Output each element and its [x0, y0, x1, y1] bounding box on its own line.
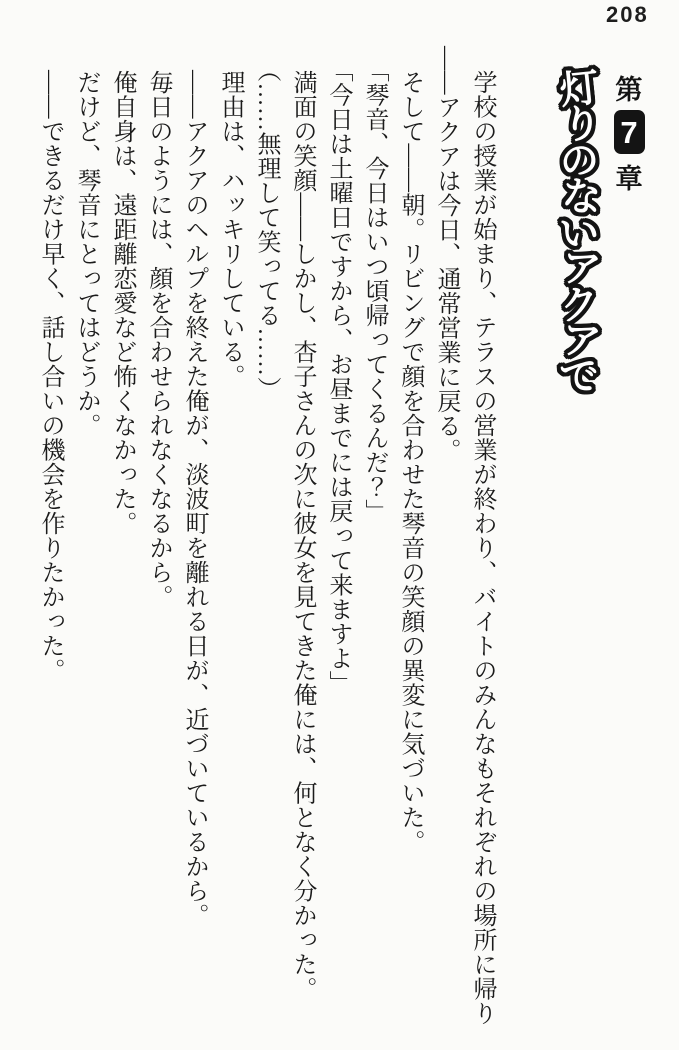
text-column-12: だけど、琴音にとってはどうか。 [73, 70, 99, 438]
text-column-5: 「今日は土曜日ですから、お昼までには戻って来ますよ」 [325, 58, 351, 695]
text-column-2: ――アクアは今日、通常営業に戻る。 [433, 46, 459, 463]
text-column-11: 俺自身は、遠距離恋愛など怖くなかった。 [109, 70, 135, 536]
text-column-4: 「琴音、今日はいつ頃帰ってくるんだ？」 [361, 58, 387, 524]
text-column-10: 毎日のようには、顔を合わせられなくなるから。 [145, 70, 171, 609]
chapter-number-badge [614, 110, 645, 154]
text-column-7: （……無理して笑ってる……） [253, 58, 279, 401]
page-number: 208 [606, 2, 649, 27]
text-column-3: そして――朝。リビングで顔を合わせた琴音の笑顔の異変に気づいた。 [397, 70, 423, 854]
text-column-8: 理由は、ハッキリしている。 [217, 70, 243, 389]
text-column-9: ――アクアのヘルプを終えた俺が、淡波町を離れる日が、近づいているから。 [181, 70, 207, 928]
chapter-label-prefix: 第 [615, 75, 643, 105]
chapter-label [611, 68, 647, 196]
chapter-title-text: 灯 り の な い ア ク ア で [558, 66, 604, 401]
body-text [32, 46, 500, 1031]
text-column-13: ――できるだけ早く、話し合いの機会を作りたかった。 [37, 70, 63, 683]
text-column-6: 満面の笑顔――しかし、杏子さんの次に彼女を見てきた俺には、何となく分かった。 [289, 70, 315, 1001]
chapter-number: 7 [620, 114, 638, 150]
chapter-label-suffix: 章 [615, 164, 643, 194]
text-column-1: 学校の授業が始まり、テラスの営業が終わり、バイトのみんなもそれぞれの場所に帰り [469, 70, 495, 1026]
